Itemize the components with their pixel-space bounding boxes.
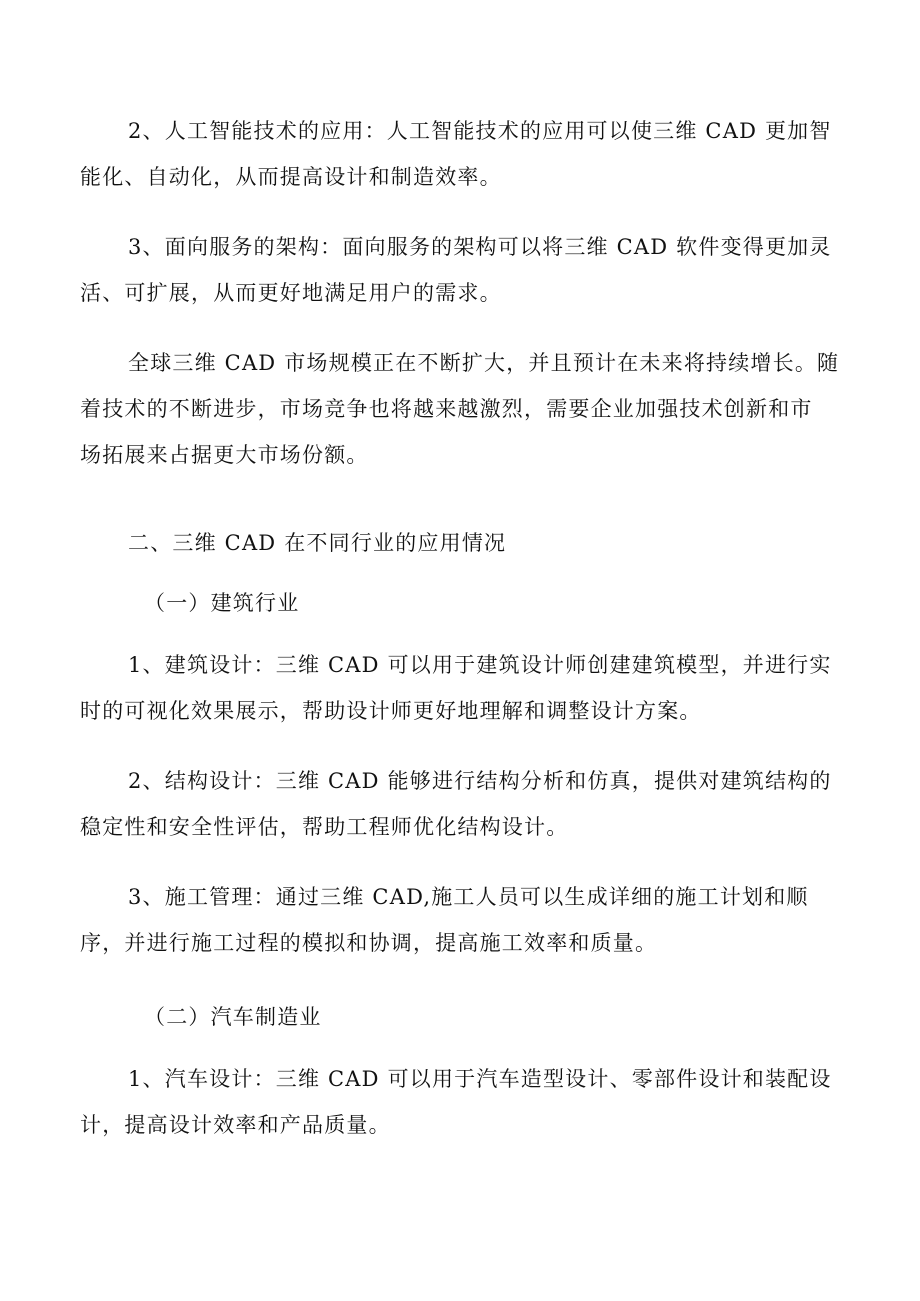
text-line: 3、面向服务的架构：面向服务的架构可以将三维 CAD 软件变得更加灵 <box>128 235 832 259</box>
text-line: 2、人工智能技术的应用：人工智能技术的应用可以使三维 CAD 更加智 <box>128 119 832 143</box>
text-line: 3、施工管理：通过三维 CAD,施工人员可以生成详细的施工计划和顺 <box>128 885 809 909</box>
subsection-heading-automotive <box>80 994 846 1040</box>
paragraph-service-architecture <box>80 224 846 316</box>
text-line: 着技术的不断进步，市场竞争也将越来越激烈，需要企业加强技术创新和市 <box>80 397 813 421</box>
text-line: 活、可扩展，从而更好地满足用户的需求。 <box>80 281 502 305</box>
text-line: 2、结构设计：三维 CAD 能够进行结构分析和仿真，提供对建筑结构的 <box>128 769 832 793</box>
text-line: 全球三维 CAD 市场规模正在不断扩大，并且预计在未来将持续增长。随 <box>128 351 840 375</box>
text-line: 稳定性和安全性评估，帮助工程师优化结构设计。 <box>80 815 569 839</box>
text-line: 1、建筑设计：三维 CAD 可以用于建筑设计师创建建筑模型，并进行实 <box>128 653 832 677</box>
text-line: 能化、自动化，从而提高设计和制造效率。 <box>80 165 502 189</box>
paragraph-construction-management <box>80 874 846 966</box>
section-heading-industry-applications <box>80 520 846 566</box>
heading-text: （一）建筑行业 <box>144 591 300 615</box>
subsection-heading-construction <box>80 580 846 626</box>
heading-text: 二、三维 CAD 在不同行业的应用情况 <box>128 531 507 555</box>
paragraph-automotive-design <box>80 1056 846 1148</box>
heading-text: （二）汽车制造业 <box>144 1005 322 1029</box>
paragraph-architectural-design <box>80 642 846 734</box>
text-line: 时的可视化效果展示，帮助设计师更好地理解和调整设计方案。 <box>80 699 702 723</box>
paragraph-market-size <box>80 340 846 478</box>
paragraph-structural-design <box>80 758 846 850</box>
text-line: 场拓展来占据更大市场份额。 <box>80 443 369 467</box>
text-line: 1、汽车设计：三维 CAD 可以用于汽车造型设计、零部件设计和装配设 <box>128 1067 832 1091</box>
text-line: 序，并进行施工过程的模拟和协调，提高施工效率和质量。 <box>80 931 658 955</box>
paragraph-ai-application <box>80 108 846 200</box>
text-line: 计，提高设计效率和产品质量。 <box>80 1113 391 1137</box>
